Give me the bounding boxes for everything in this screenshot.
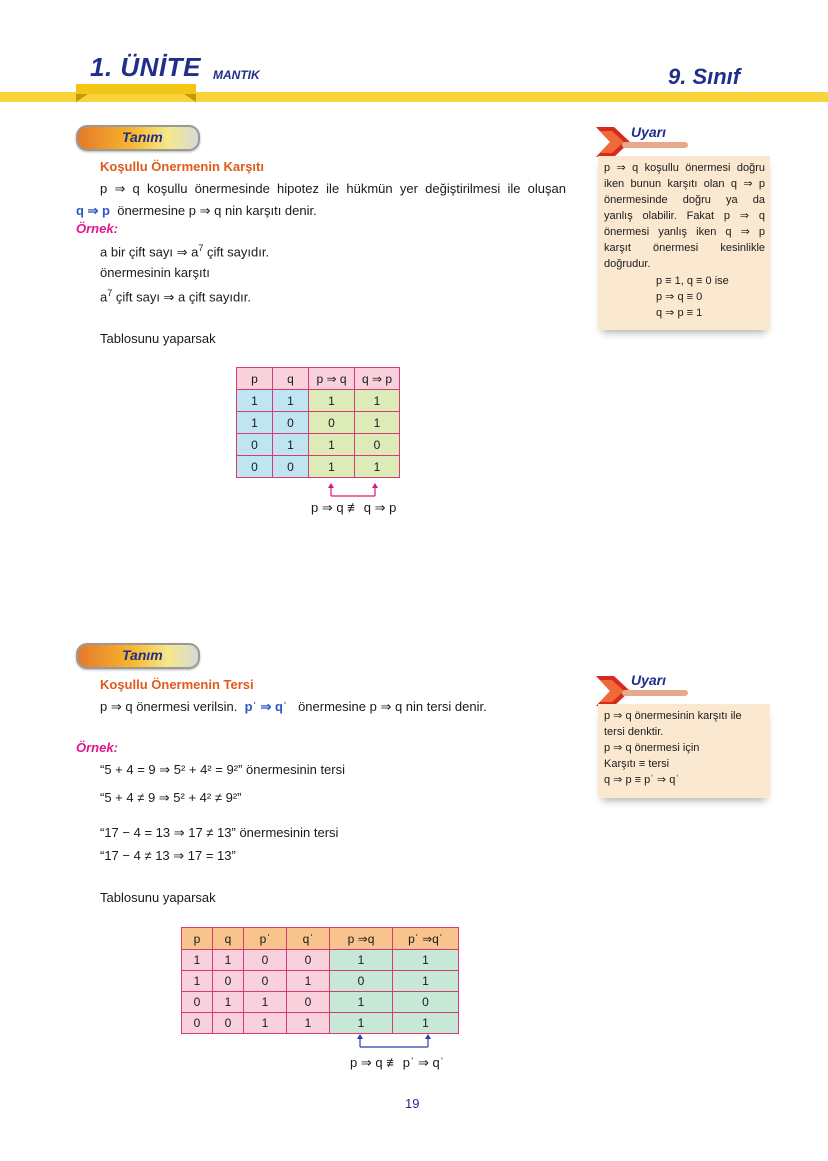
- table-caption: p ⇒ q ≢ pˈ ⇒ qˈ: [350, 1055, 445, 1070]
- table-cell: 0: [244, 950, 287, 971]
- table-cell: 1: [309, 434, 355, 456]
- table-row: [237, 456, 400, 478]
- table-intro: Tablosunu yaparsak: [100, 331, 216, 346]
- table-cell: 0: [237, 456, 273, 478]
- definition-line-2: q ⇒ p önermesine p ⇒ q nin karşıtı denir.: [76, 203, 317, 218]
- comparison-bracket-icon: [352, 1033, 436, 1051]
- table-cell: 0: [213, 1013, 244, 1034]
- table-header: qˈ: [287, 928, 330, 950]
- table-cell: 1: [182, 971, 213, 992]
- table-cell: 1: [287, 971, 330, 992]
- example-line: “17 − 4 ≠ 13 ⇒ 17 = 13”: [100, 848, 236, 863]
- table-cell: 0: [237, 434, 273, 456]
- table-cell: 0: [182, 992, 213, 1013]
- table-cell: 1: [355, 456, 400, 478]
- example-label: Örnek:: [76, 740, 118, 755]
- warning-title: Uyarı: [631, 124, 667, 140]
- table-row: [237, 412, 400, 434]
- truth-table-1: [236, 367, 400, 478]
- example-line: önermesinin karşıtı: [100, 265, 210, 280]
- table-header: q ⇒ p: [355, 368, 400, 390]
- table-cell: 1: [213, 950, 244, 971]
- warning-title: Uyarı: [631, 672, 667, 688]
- table-header: p: [182, 928, 213, 950]
- warning-box: [598, 156, 770, 330]
- example-line: “5 + 4 = 9 ⇒ 5² + 4² = 9²” önermesinin tersi: [100, 762, 346, 777]
- header-tab-fold-right: [184, 94, 196, 102]
- table-cell: 1: [237, 390, 273, 412]
- example-line: a bir çift sayı ⇒ $a^7$ çift sayıdır.: [100, 243, 270, 260]
- warning-line: iken bunun karşıtı olan q ⇒ p: [604, 178, 765, 190]
- grade-label: 9. Sınıf: [668, 64, 741, 89]
- table-cell: 0: [213, 971, 244, 992]
- table-row: [182, 992, 459, 1013]
- section-title: Koşullu Önermenin Karşıtı: [100, 159, 264, 174]
- comparison-bracket-icon: [320, 482, 390, 500]
- table-cell: 0: [273, 412, 309, 434]
- example-line: “5 + 4 ≠ 9 ⇒ 5² + 4² ≠ 9²”: [100, 790, 242, 805]
- truth-table-2: [181, 927, 459, 1034]
- warning-case: q ⇒ p ≡ 1: [656, 307, 703, 319]
- table-cell: 1: [213, 992, 244, 1013]
- example-label: Örnek:: [76, 221, 118, 236]
- table-cell: 1: [309, 390, 355, 412]
- warning-line: q ⇒ p ≡ pˈ ⇒ qˈ: [604, 774, 679, 786]
- page-number: 19: [405, 1096, 420, 1111]
- table-header: p: [237, 368, 273, 390]
- table-cell: 1: [330, 950, 393, 971]
- table-header: pˈ ⇒qˈ: [393, 928, 459, 950]
- table-cell: 1: [182, 950, 213, 971]
- table-row: [237, 434, 400, 456]
- table-cell: 1: [393, 971, 459, 992]
- definition-tag: [76, 643, 200, 669]
- definition-tag-label: Tanım: [122, 647, 163, 663]
- table-cell: 1: [287, 1013, 330, 1034]
- warning-line: p ⇒ q önermesi için: [604, 742, 700, 754]
- table-cell: 0: [287, 992, 330, 1013]
- table-cell: 1: [273, 434, 309, 456]
- table-cell: 1: [244, 992, 287, 1013]
- table-header: p ⇒q: [330, 928, 393, 950]
- table-header: p ⇒ q: [309, 368, 355, 390]
- example-line: “17 − 4 = 13 ⇒ 17 ≠ 13” önermesinin tersi: [100, 825, 339, 840]
- table-cell: 1: [330, 992, 393, 1013]
- warning-line: yanlış olabilir. Fakat p ⇒ q: [604, 210, 765, 222]
- definition-tag: [76, 125, 200, 151]
- table-cell: 1: [355, 412, 400, 434]
- header-tab-fold-left: [76, 94, 88, 102]
- example-line: $a^7$ çift sayı ⇒ a çift sayıdır.: [100, 288, 252, 305]
- table-header: q: [213, 928, 244, 950]
- table-row: [182, 971, 459, 992]
- unit-subject: MANTIK: [213, 68, 260, 82]
- warning-case: p ⇒ q ≡ 0: [656, 291, 703, 303]
- table-cell: 1: [355, 390, 400, 412]
- warning-box: [598, 704, 770, 798]
- table-cell: 1: [309, 456, 355, 478]
- warning-line: önermesinde doğru ya da: [604, 194, 765, 206]
- table-row: [182, 950, 459, 971]
- table-cell: 1: [244, 1013, 287, 1034]
- warning-line: Karşıtı ≡ tersi: [604, 758, 670, 770]
- table-row: [237, 390, 400, 412]
- warning-line: tersi denktir.: [604, 726, 664, 738]
- table-cell: 1: [330, 1013, 393, 1034]
- warning-case: p ≡ 1, q ≡ 0 ise: [656, 275, 729, 287]
- definition-tag-label: Tanım: [122, 129, 163, 145]
- section-title: Koşullu Önermenin Tersi: [100, 677, 254, 692]
- table-cell: 0: [244, 971, 287, 992]
- warning-line: karşıt önermesi kesinlikle: [604, 242, 765, 254]
- definition-line: p ⇒ q koşullu önermesinde hipotez ile hükmün yer değiştirilmesi ile oluşan: [100, 181, 566, 196]
- warning-line: önermesi yanlış iken q ⇒ p: [604, 226, 765, 238]
- warning-line: p ⇒ q önermesinin karşıtı ile: [604, 710, 742, 722]
- table-cell: 0: [355, 434, 400, 456]
- warning-underline: [622, 690, 688, 696]
- table-header: q: [273, 368, 309, 390]
- table-cell: 0: [330, 971, 393, 992]
- table-row: [182, 1013, 459, 1034]
- unit-title: 1. ÜNİTE: [90, 52, 201, 82]
- table-cell: 1: [237, 412, 273, 434]
- table-intro: Tablosunu yaparsak: [100, 890, 216, 905]
- table-header: pˈ: [244, 928, 287, 950]
- table-cell: 0: [309, 412, 355, 434]
- warning-underline: [622, 142, 688, 148]
- table-cell: 0: [287, 950, 330, 971]
- table-cell: 1: [273, 390, 309, 412]
- table-cell: 0: [393, 992, 459, 1013]
- definition-line: p ⇒ q önermesi verilsin. pˈ ⇒ qˈ önermesine p ⇒ q nin tersi denir.: [100, 699, 487, 714]
- table-cell: 1: [393, 1013, 459, 1034]
- table-caption: p ⇒ q ≢ q ⇒ p: [311, 500, 397, 515]
- table-cell: 0: [273, 456, 309, 478]
- table-cell: 0: [182, 1013, 213, 1034]
- warning-line: p ⇒ q koşullu önermesi doğru: [604, 162, 765, 174]
- warning-line: doğrudur.: [604, 258, 651, 270]
- header-tab: [76, 84, 196, 94]
- table-cell: 1: [393, 950, 459, 971]
